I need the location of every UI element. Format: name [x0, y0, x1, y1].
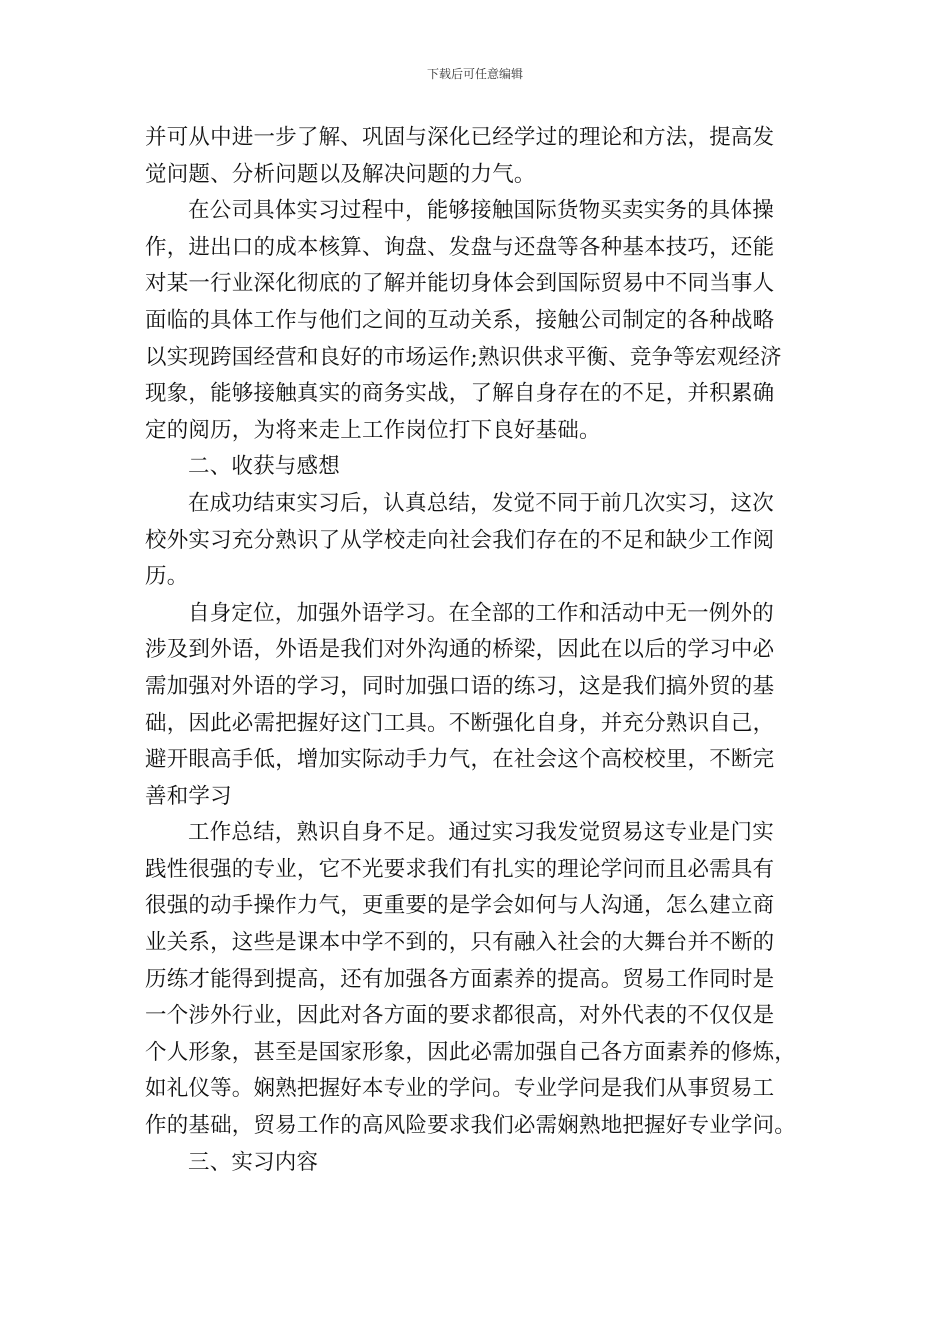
text-line: 很强的动手操作力气，更重要的是学会如何与人沟通，怎么建立商 — [145, 893, 775, 919]
text-line: 并可从中进一步了解、巩固与深化已经学过的理论和方法，提高发 — [145, 125, 775, 150]
text-line: 践性很强的专业，它不光要求我们有扎实的理论学问而且必需具有 — [145, 856, 775, 882]
text-line: 面临的具体工作与他们之间的互动关系，接触公司制定的各种战略 — [145, 307, 775, 333]
text-line: 作，进出口的成本核算、询盘、发盘与还盘等各种基本技巧，还能 — [145, 234, 775, 260]
page-header: 下载后可任意编辑 — [426, 67, 523, 81]
text-line: 一个涉外行业，因此对各方面的要求都很高，对外代表的不仅仅是 — [145, 1003, 775, 1029]
text-line: 个人形象，甚至是国家形象，因此必需加强自己各方面素养的修炼， — [145, 1039, 797, 1065]
text-line: 在公司具体实习过程中，能够接触国际货物买卖实务的具体操 — [188, 198, 774, 224]
text-line: 自身定位，加强外语学习。在全部的工作和活动中无一例外的 — [188, 600, 774, 626]
text-line: 定的阅历，为将来走上工作岗位打下良好基础。 — [145, 417, 601, 443]
text-line: 历。 — [145, 564, 189, 590]
text-line: 现象，能够接触真实的商务实战，了解自身存在的不足，并积累确 — [145, 381, 775, 407]
document-body — [145, 120, 810, 1181]
text-line: 以实现跨国经营和良好的市场运作;熟识供求平衡、竞争等宏观经济 — [145, 344, 782, 370]
text-line: 在成功结束实习后，认真总结，发觉不同于前几次实习，这次 — [188, 490, 774, 516]
text-line: 善和学习 — [145, 783, 232, 809]
text-line: 觉问题、分析问题以及解决问题的力气。 — [145, 161, 536, 187]
text-line: 对某一行业深化彻底的了解并能切身体会到国际贸易中不同当事人 — [145, 271, 775, 297]
text-line: 需加强对外语的学习，同时加强口语的练习，这是我们搞外贸的基 — [145, 673, 775, 699]
text-line: 如礼仪等。娴熟把握好本专业的学问。专业学问是我们从事贸易工 — [145, 1076, 775, 1102]
text-line: 历练才能得到提高，还有加强各方面素养的提高。贸易工作同时是 — [145, 966, 775, 992]
text-line: 涉及到外语，外语是我们对外沟通的桥梁，因此在以后的学习中必 — [145, 637, 775, 663]
text-line: 避开眼高手低，增加实际动手力气，在社会这个高校校里，不断完 — [145, 747, 775, 773]
text-line: 作的基础，贸易工作的高风险要求我们必需娴熟地把握好专业学问。 — [145, 1113, 797, 1139]
text-line: 二、收获与感想 — [188, 454, 340, 480]
text-line: 三、实习内容 — [188, 1149, 319, 1175]
text-line: 础，因此必需把握好这门工具。不断强化自身，并充分熟识自己， — [145, 710, 775, 736]
text-line: 业关系，这些是课本中学不到的，只有融入社会的大舞台并不断的 — [145, 930, 775, 956]
text-line: 工作总结，熟识自身不足。通过实习我发觉贸易这专业是门实 — [188, 820, 774, 846]
text-line: 校外实习充分熟识了从学校走向社会我们存在的不足和缺少工作阅 — [145, 527, 775, 553]
